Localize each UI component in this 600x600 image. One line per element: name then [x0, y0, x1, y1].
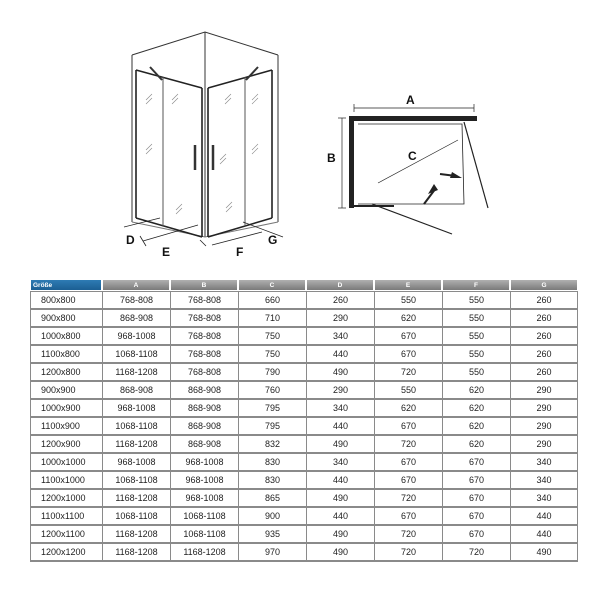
dimension-cell: 1068-1108	[102, 472, 170, 490]
dimension-cell: 720	[374, 544, 442, 562]
label-e: E	[162, 245, 171, 259]
size-cell: 1100x1000	[30, 472, 102, 490]
dimension-cell: 670	[374, 346, 442, 364]
table-row	[30, 346, 578, 364]
dimension-cell: 832	[238, 436, 306, 454]
dimension-cell: 830	[238, 472, 306, 490]
size-cell: 1200x800	[30, 364, 102, 382]
label-d: D	[126, 233, 135, 247]
dimension-cell: 620	[374, 400, 442, 418]
dimension-cell: 620	[442, 382, 510, 400]
dimension-cell: 868-908	[102, 310, 170, 328]
dimension-cell: 768-808	[102, 291, 170, 310]
dimension-cell: 440	[306, 508, 374, 526]
dimension-cell: 290	[510, 382, 578, 400]
size-cell: 900x900	[30, 382, 102, 400]
dimension-cell: 670	[374, 328, 442, 346]
dimension-cell: 550	[442, 291, 510, 310]
dimension-cell: 670	[442, 490, 510, 508]
dimension-cell: 760	[238, 382, 306, 400]
table-row	[30, 490, 578, 508]
table-row	[30, 454, 578, 472]
dimension-cell: 868-908	[170, 436, 238, 454]
dimension-cell: 968-1008	[102, 454, 170, 472]
dimension-cell: 968-1008	[170, 472, 238, 490]
dimension-cell: 340	[306, 400, 374, 418]
dimension-cell: 340	[510, 472, 578, 490]
dimension-cell: 290	[306, 310, 374, 328]
dimension-cell: 340	[306, 328, 374, 346]
dimension-cell: 868-908	[102, 382, 170, 400]
dimension-cell: 868-908	[170, 382, 238, 400]
dimension-cell: 768-808	[170, 291, 238, 310]
dimension-cell: 670	[442, 508, 510, 526]
dimension-cell: 795	[238, 418, 306, 436]
table-row	[30, 472, 578, 490]
dimension-cell: 670	[374, 454, 442, 472]
dimension-cell: 670	[442, 526, 510, 544]
dimension-cell: 490	[306, 526, 374, 544]
dimension-cell: 260	[510, 346, 578, 364]
dimension-cell: 1068-1108	[102, 346, 170, 364]
column-header-7: G	[510, 279, 578, 291]
dimension-cell: 768-808	[170, 310, 238, 328]
table-row	[30, 310, 578, 328]
dimension-cell: 340	[510, 454, 578, 472]
column-header-2: B	[170, 279, 238, 291]
table-row	[30, 400, 578, 418]
size-cell: 1200x1000	[30, 490, 102, 508]
dimension-cell: 490	[306, 490, 374, 508]
dimension-cell: 935	[238, 526, 306, 544]
dimension-cell: 768-808	[170, 328, 238, 346]
dimension-cell: 790	[238, 364, 306, 382]
size-dimension-table	[30, 279, 578, 562]
dimension-cell: 290	[510, 400, 578, 418]
dimension-cell: 1068-1108	[170, 526, 238, 544]
dimension-cell: 670	[442, 454, 510, 472]
column-header-0: Größe	[30, 279, 102, 291]
dimension-cell: 750	[238, 328, 306, 346]
dimension-cell: 670	[374, 472, 442, 490]
size-cell: 1200x1100	[30, 526, 102, 544]
dimension-cell: 620	[442, 436, 510, 454]
dimension-cell: 670	[442, 472, 510, 490]
dimension-cell: 260	[306, 291, 374, 310]
dimension-cell: 660	[238, 291, 306, 310]
table-row	[30, 328, 578, 346]
dimension-cell: 440	[306, 472, 374, 490]
label-c: C	[408, 149, 417, 163]
column-header-1: A	[102, 279, 170, 291]
table-row	[30, 526, 578, 544]
dimension-cell: 1168-1208	[102, 436, 170, 454]
dimension-cell: 260	[510, 291, 578, 310]
dimension-cell: 1068-1108	[170, 508, 238, 526]
dimension-cell: 968-1008	[102, 328, 170, 346]
dimension-cell: 440	[510, 526, 578, 544]
label-g: G	[268, 233, 278, 247]
dimension-cell: 1168-1208	[170, 544, 238, 562]
size-cell: 900x800	[30, 310, 102, 328]
dimension-cell: 490	[306, 436, 374, 454]
dimension-cell: 620	[442, 400, 510, 418]
dimension-cell: 1168-1208	[102, 364, 170, 382]
table-row	[30, 508, 578, 526]
dimension-cell: 440	[306, 418, 374, 436]
dimension-cell: 968-1008	[170, 490, 238, 508]
dimension-cell: 795	[238, 400, 306, 418]
dimension-cell: 260	[510, 364, 578, 382]
dimension-cell: 550	[442, 310, 510, 328]
plan-view-drawing	[338, 104, 488, 234]
size-cell: 1100x900	[30, 418, 102, 436]
dimension-cell: 865	[238, 490, 306, 508]
table-header-row	[30, 279, 578, 291]
column-header-3: C	[238, 279, 306, 291]
table-row	[30, 382, 578, 400]
dimension-cell: 710	[238, 310, 306, 328]
dimension-cell: 440	[510, 508, 578, 526]
dimension-cell: 490	[306, 364, 374, 382]
column-header-4: D	[306, 279, 374, 291]
dimension-cell: 868-908	[170, 418, 238, 436]
dimension-cell: 1168-1208	[102, 526, 170, 544]
dimension-drawings	[0, 0, 600, 270]
dimension-cell: 550	[374, 382, 442, 400]
dimension-cell: 670	[374, 418, 442, 436]
dimension-cell: 768-808	[170, 346, 238, 364]
dimension-cell: 340	[306, 454, 374, 472]
dimension-cell: 290	[306, 382, 374, 400]
dimension-cell: 970	[238, 544, 306, 562]
dimension-cell: 720	[442, 544, 510, 562]
table-row	[30, 364, 578, 382]
size-cell: 1200x1200	[30, 544, 102, 562]
size-cell: 800x800	[30, 291, 102, 310]
dimension-cell: 900	[238, 508, 306, 526]
dimension-cell: 550	[374, 291, 442, 310]
dimension-cell: 620	[442, 418, 510, 436]
dimension-cell: 720	[374, 364, 442, 382]
dimension-cell: 670	[374, 508, 442, 526]
table-row	[30, 418, 578, 436]
dimension-cell: 340	[510, 490, 578, 508]
dimension-cell: 720	[374, 526, 442, 544]
dimension-cell: 490	[306, 544, 374, 562]
dimension-cell: 1068-1108	[102, 508, 170, 526]
enclosure-3d-drawing	[124, 32, 283, 246]
dimension-cell: 720	[374, 436, 442, 454]
dimension-cell: 750	[238, 346, 306, 364]
dimension-cell: 550	[442, 346, 510, 364]
dimension-cell: 968-1008	[102, 400, 170, 418]
column-header-5: E	[374, 279, 442, 291]
size-cell: 1000x1000	[30, 454, 102, 472]
table-row	[30, 544, 578, 562]
dimension-cell: 1168-1208	[102, 490, 170, 508]
dimension-cell: 550	[442, 328, 510, 346]
dimension-cell: 290	[510, 436, 578, 454]
dimension-cell: 490	[510, 544, 578, 562]
label-a: A	[406, 93, 415, 107]
label-f: F	[236, 245, 244, 259]
size-cell: 1000x900	[30, 400, 102, 418]
dimension-cell: 768-808	[170, 364, 238, 382]
dimension-cell: 720	[374, 490, 442, 508]
table-body	[30, 291, 578, 562]
dimension-cell: 1068-1108	[102, 418, 170, 436]
table-row	[30, 291, 578, 310]
dimension-cell: 868-908	[170, 400, 238, 418]
table-row	[30, 436, 578, 454]
size-cell: 1000x800	[30, 328, 102, 346]
column-header-6: F	[442, 279, 510, 291]
dimension-cell: 260	[510, 328, 578, 346]
dimension-cell: 440	[306, 346, 374, 364]
dimension-cell: 290	[510, 418, 578, 436]
size-cell: 1100x1100	[30, 508, 102, 526]
dimension-cell: 830	[238, 454, 306, 472]
dimension-cell: 1168-1208	[102, 544, 170, 562]
dimension-cell: 620	[374, 310, 442, 328]
dimension-cell: 968-1008	[170, 454, 238, 472]
size-cell: 1200x900	[30, 436, 102, 454]
label-b: B	[327, 151, 336, 165]
dimension-cell: 550	[442, 364, 510, 382]
dimension-cell: 260	[510, 310, 578, 328]
size-cell: 1100x800	[30, 346, 102, 364]
